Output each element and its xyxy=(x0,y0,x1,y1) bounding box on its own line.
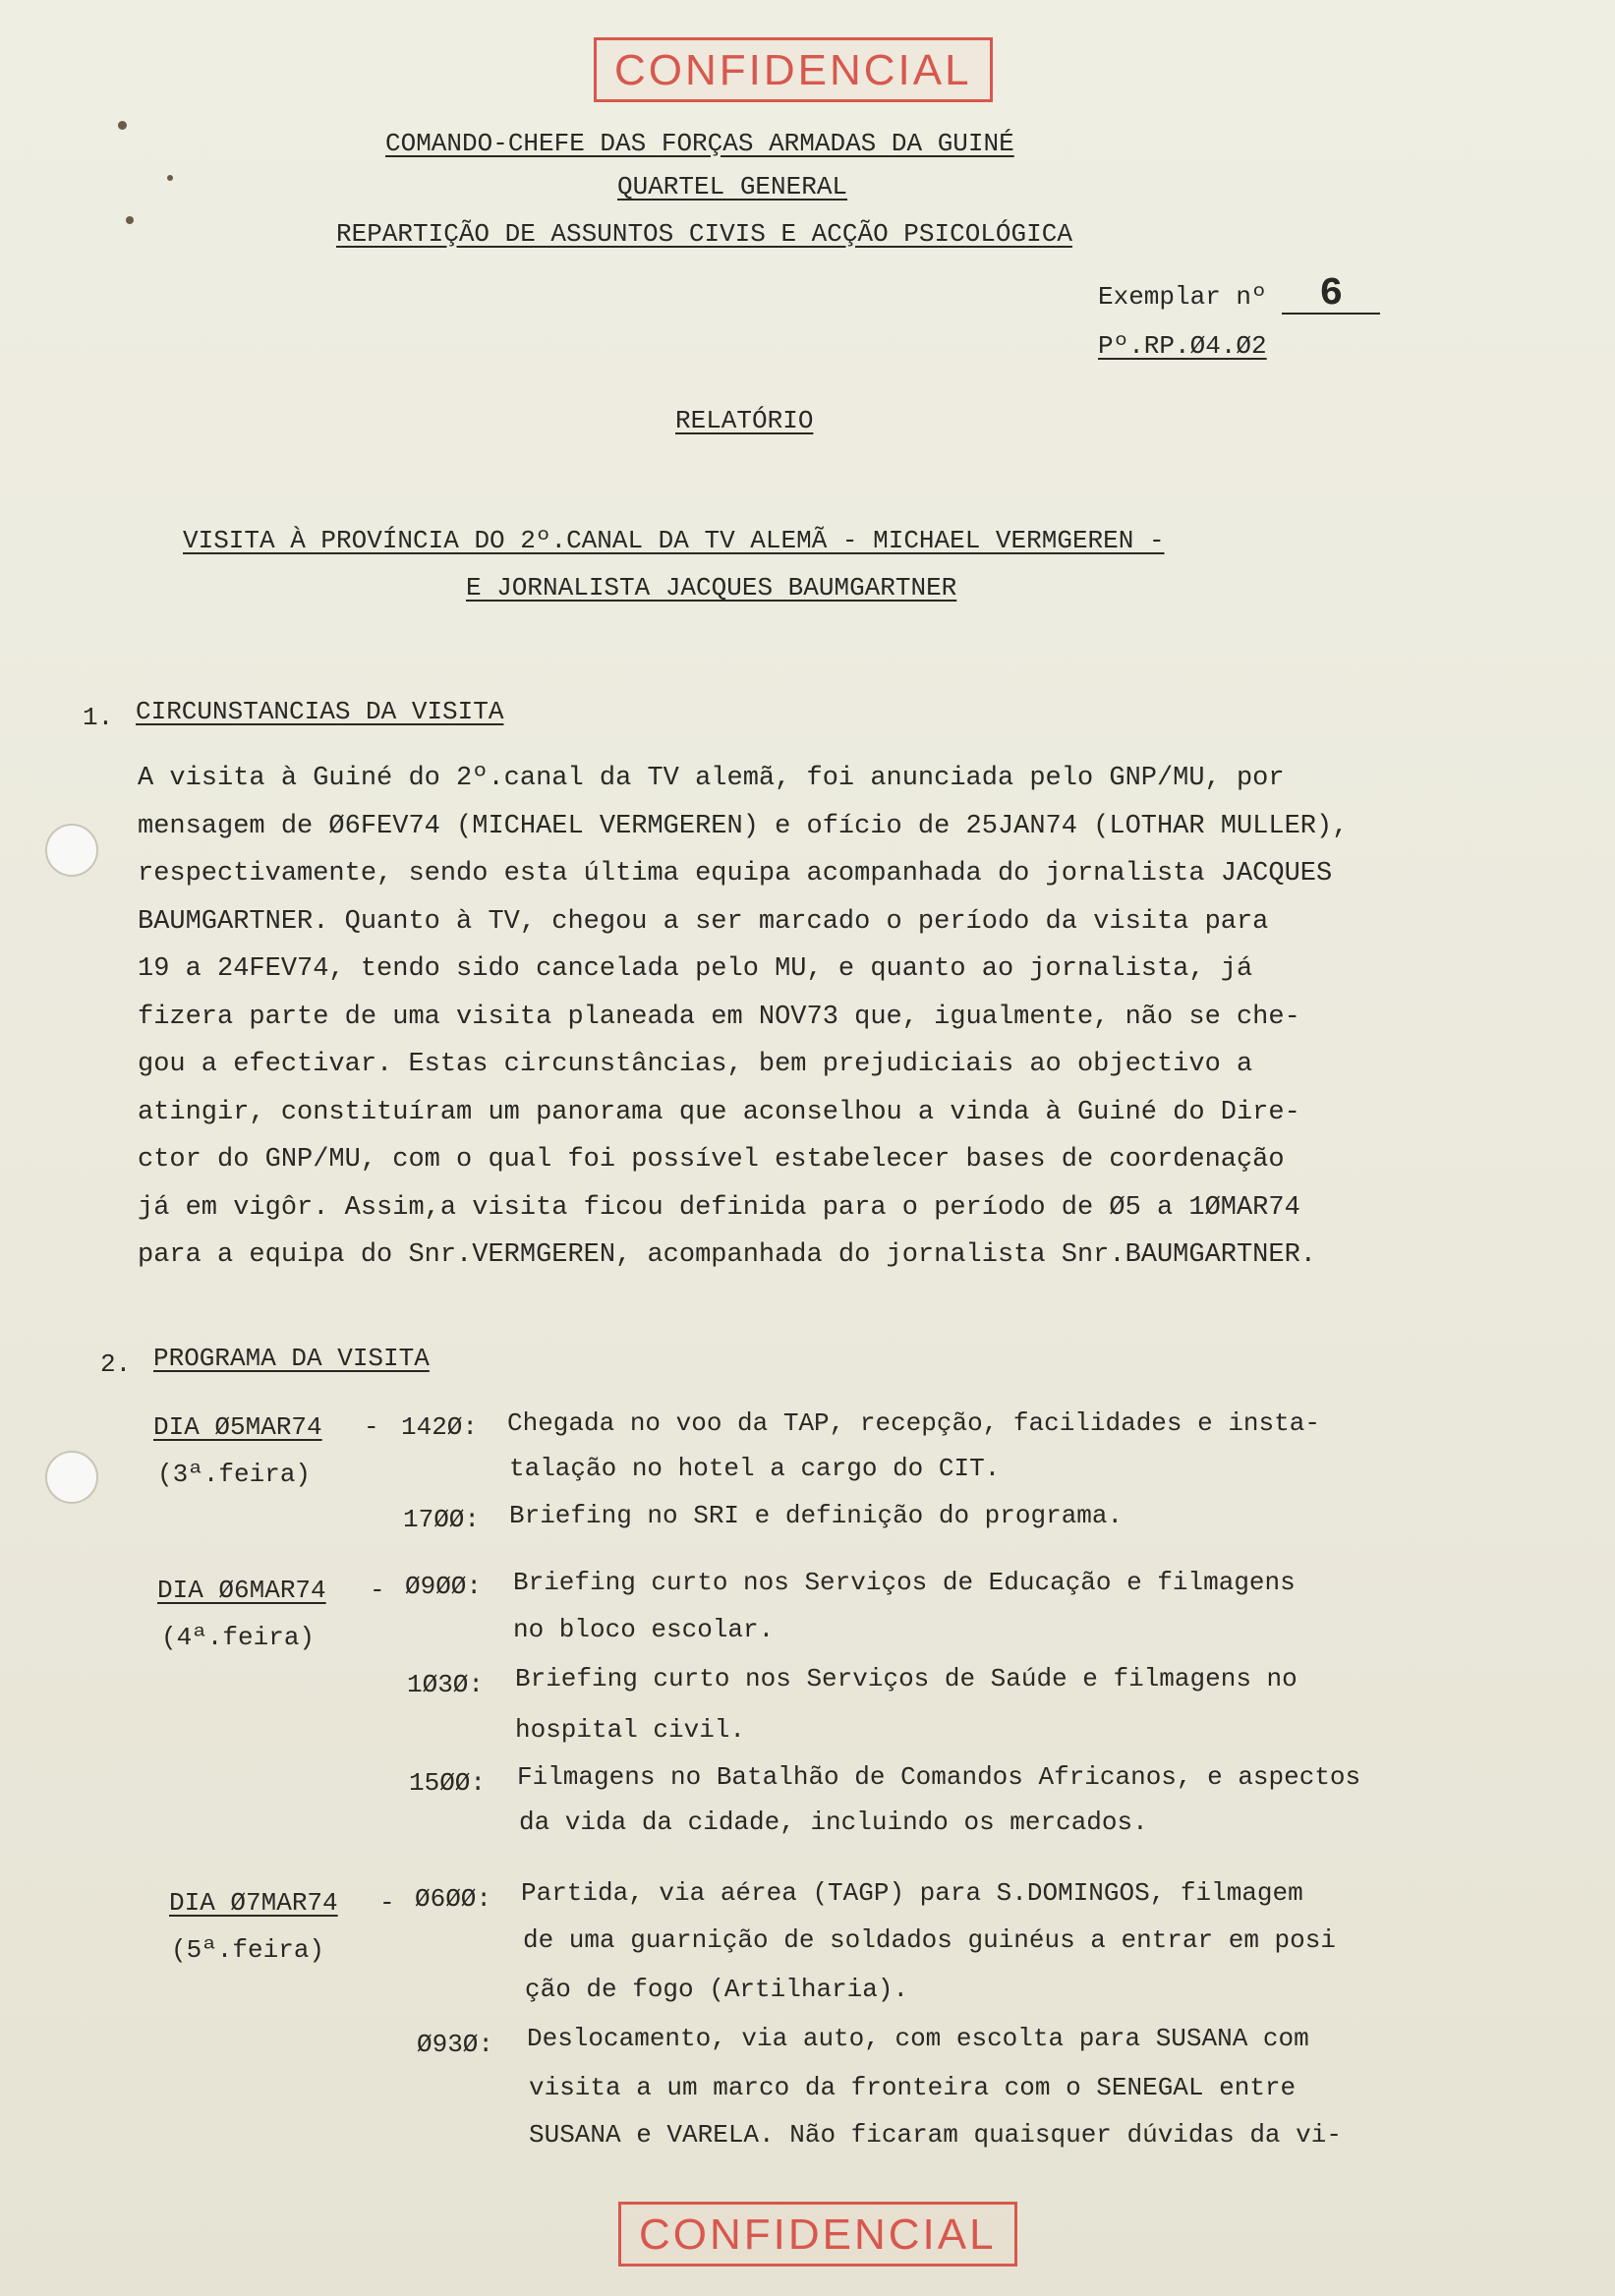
entry-text: Briefing no SRI e definição do programa. xyxy=(509,1501,1124,1530)
header-line-3: REPARTIÇÃO DE ASSUNTOS CIVIS E ACÇÃO PSICOLÓGICA xyxy=(336,219,1072,249)
entry-time: 17ØØ: xyxy=(403,1505,481,1534)
entry-text: da vida da cidade, incluindo os mercados. xyxy=(519,1808,1148,1837)
paragraph-line: para a equipa do Snr.VERMGEREN, acompanhada do jornalista Snr.BAUMGARTNER. xyxy=(138,1240,1316,1270)
entry-text: Deslocamento, via auto, com escolta para SUSANA com xyxy=(527,2024,1309,2053)
ink-spot xyxy=(126,216,134,224)
header-line-2: QUARTEL GENERAL xyxy=(617,172,848,201)
day-date: DIA Ø6MAR74 xyxy=(157,1576,326,1605)
exemplar-label-text: Exemplar nº xyxy=(1098,282,1267,312)
day-date: DIA Ø7MAR74 xyxy=(169,1888,338,1918)
section-1-number: 1. xyxy=(83,703,114,732)
entry-time: Ø9ØØ: xyxy=(405,1572,483,1601)
header-line-1: COMANDO-CHEFE DAS FORÇAS ARMADAS DA GUINÉ xyxy=(385,129,1014,158)
entry-text: hospital civil. xyxy=(515,1715,746,1745)
section-2-number: 2. xyxy=(100,1349,132,1379)
paragraph-line: respectivamente, sendo esta última equipa acompanhada do jornalista JACQUES xyxy=(138,859,1333,889)
document-title: RELATÓRIO xyxy=(675,406,814,435)
reference-number: Pº.RP.Ø4.Ø2 xyxy=(1098,331,1267,361)
ink-spot xyxy=(118,121,127,130)
entry-text: Chegada no voo da TAP, recepção, facilidades e insta- xyxy=(507,1408,1320,1438)
entry-text: de uma guarnição de soldados guinéus a entrar em posi xyxy=(523,1925,1336,1955)
entry-text: SUSANA e VARELA. Não ficaram quaisquer dúvidas da vi- xyxy=(529,2120,1342,2150)
day-dash: - xyxy=(379,1888,395,1918)
paragraph-line: A visita à Guiné do 2º.canal da TV alemã, foi anunciada pelo GNP/MU, por xyxy=(138,764,1285,793)
section-1-title: CIRCUNSTANCIAS DA VISITA xyxy=(136,697,504,726)
punch-hole xyxy=(45,1451,98,1504)
entry-time: Ø6ØØ: xyxy=(415,1884,492,1914)
entry-text: Partida, via aérea (TAGP) para S.DOMINGOS, filmagem xyxy=(521,1878,1303,1908)
paragraph-line: mensagem de Ø6FEV74 (MICHAEL VERMGEREN) e ofício de 25JAN74 (LOTHAR MULLER), xyxy=(138,811,1349,841)
paragraph-line: fizera parte de uma visita planeada em NOV73 que, igualmente, não se che- xyxy=(138,1002,1300,1032)
entry-text: talação no hotel a cargo do CIT. xyxy=(509,1454,1001,1483)
paragraph-line: 19 a 24FEV74, tendo sido cancelada pelo MU, e quanto ao jornalista, já xyxy=(138,954,1253,984)
punch-hole xyxy=(45,824,98,877)
day-weekday: (3ª.feira) xyxy=(157,1460,312,1489)
entry-text: Filmagens no Batalhão de Comandos Africanos, e aspectos xyxy=(517,1762,1361,1792)
exemplar-label xyxy=(1098,272,1380,316)
exemplar-number-value: 6 xyxy=(1319,272,1344,316)
entry-text: Briefing curto nos Serviços de Educação e filmagens xyxy=(513,1568,1296,1597)
entry-text: no bloco escolar. xyxy=(513,1615,775,1644)
entry-text: ção de fogo (Artilharia). xyxy=(525,1975,909,2004)
subject-line-1: VISITA À PROVÍNCIA DO 2º.CANAL DA TV ALEMÃ - MICHAEL VERMGEREN - xyxy=(183,526,1165,555)
section-2-title: PROGRAMA DA VISITA xyxy=(153,1344,430,1373)
entry-time: Ø93Ø: xyxy=(417,2030,494,2059)
day-weekday: (5ª.feira) xyxy=(171,1935,325,1965)
entry-time: 1Ø3Ø: xyxy=(407,1670,485,1699)
entry-text: visita a um marco da fronteira com o SENEGAL entre xyxy=(529,2073,1297,2102)
paragraph-line: BAUMGARTNER. Quanto à TV, chegou a ser marcado o período da visita para xyxy=(138,906,1269,937)
paragraph-line: já em vigôr. Assim,a visita ficou definida para o período de Ø5 a 1ØMAR74 xyxy=(138,1192,1300,1223)
day-date: DIA Ø5MAR74 xyxy=(153,1412,322,1442)
paragraph-line: gou a efectivar. Estas circunstâncias, bem prejudiciais ao objectivo a xyxy=(138,1050,1253,1079)
entry-time: 15ØØ: xyxy=(409,1768,487,1798)
paragraph-line: ctor do GNP/MU, com o qual foi possível estabelecer bases de coordenação xyxy=(138,1145,1285,1175)
day-weekday: (4ª.feira) xyxy=(161,1623,316,1652)
subject-line-2: E JORNALISTA JACQUES BAUMGARTNER xyxy=(466,573,957,603)
paragraph-line: atingir, constituíram um panorama que aconselhou a vinda à Guiné do Dire- xyxy=(138,1097,1300,1127)
entry-text: Briefing curto nos Serviços de Saúde e filmagens no xyxy=(515,1664,1298,1693)
section-1-paragraph xyxy=(138,755,1465,1280)
confidential-stamp-top: CONFIDENCIAL xyxy=(594,37,993,102)
exemplar-number xyxy=(1282,272,1380,316)
day-dash: - xyxy=(370,1576,385,1605)
ink-spot xyxy=(167,175,173,181)
entry-time: 142Ø: xyxy=(401,1412,479,1442)
day-dash: - xyxy=(364,1412,379,1442)
confidential-stamp-bottom: CONFIDENCIAL xyxy=(618,2202,1017,2267)
